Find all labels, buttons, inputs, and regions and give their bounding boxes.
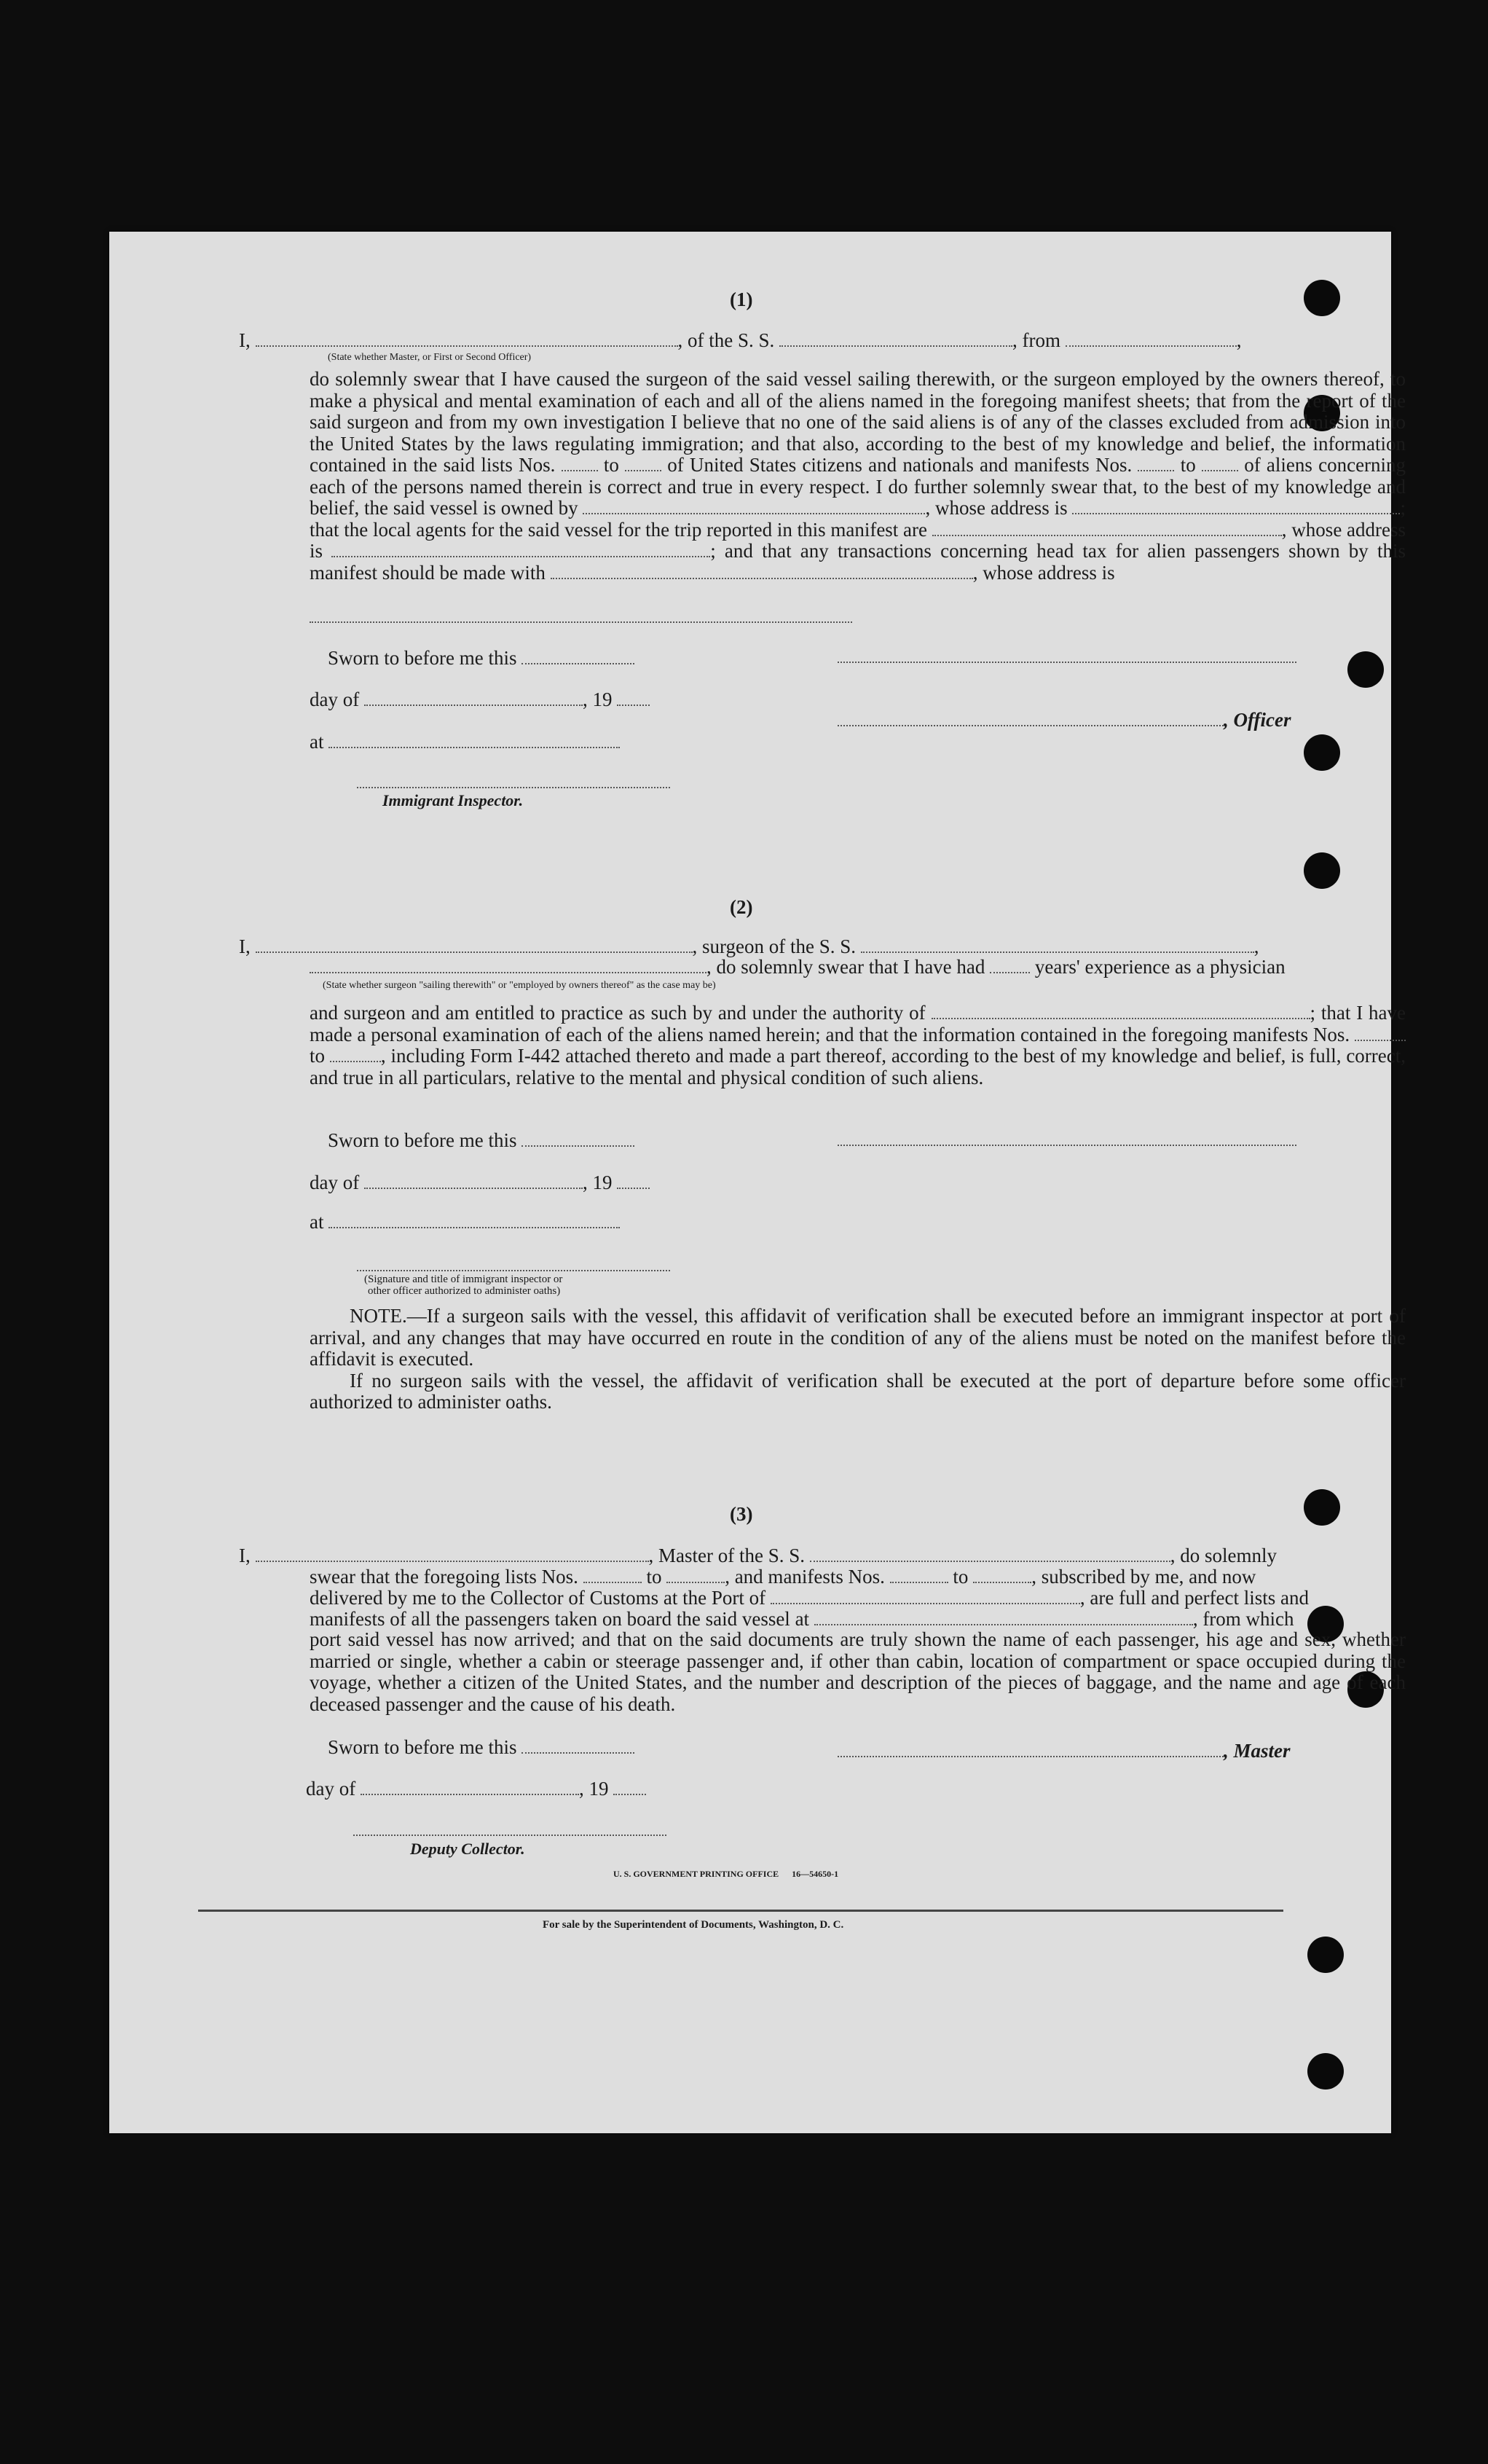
rank-hint: (State whether Master, or First or Second Officer)	[328, 352, 532, 363]
body-text: that the local agents for the said vessel for the trip reported in this manifest are	[310, 518, 928, 541]
punch-hole	[1304, 280, 1340, 316]
label-do-solemnly: , do solemnly	[1170, 1545, 1277, 1566]
manifest-to-field[interactable]	[973, 1581, 1031, 1583]
day-of-line	[306, 1778, 646, 1800]
surgeon-signature-field[interactable]	[838, 1145, 1296, 1146]
form-page	[109, 232, 1406, 2133]
note-paragraph-1	[310, 1306, 1406, 1370]
comma: ,	[1236, 329, 1242, 351]
master-signature-field[interactable]	[838, 1755, 1224, 1757]
label-whose-address: whose address is	[310, 518, 1406, 562]
collector-label: Deputy Collector.	[410, 1840, 525, 1858]
label-swear: swear that the foregoing lists Nos.	[310, 1566, 578, 1588]
label-manifests-all: manifests of all the passengers taken on board the said vessel at	[310, 1608, 810, 1630]
label-sworn: Sworn to before me this	[328, 1129, 517, 1151]
punch-hole	[1304, 852, 1340, 889]
officer-signature-field[interactable]	[357, 1270, 670, 1271]
section-3-line-1	[239, 1545, 1277, 1566]
body-text: that I have made a personal examination of each of the aliens named herein; and that the information contained in the foregoing manifests Nos.	[310, 1002, 1406, 1045]
from-port-field[interactable]	[1066, 345, 1237, 347]
vessel-name-field[interactable]	[779, 345, 1012, 347]
master-vessel-field[interactable]	[810, 1560, 1170, 1562]
semicolon: ;	[1310, 1002, 1316, 1024]
body-text: and surgeon and am entitled to practice as such by and under the authority of	[310, 1002, 926, 1024]
manifest-from-field[interactable]	[890, 1581, 948, 1583]
label-year: , 19	[582, 1172, 613, 1193]
agents-address-field[interactable]	[331, 555, 710, 557]
label-year: , 19	[582, 688, 613, 710]
officer-label: , Officer	[1224, 709, 1291, 731]
section-3-line-2	[310, 1566, 1256, 1588]
signature-hint-1: (Signature and title of immigrant inspector or	[364, 1274, 563, 1285]
section-2-line-1	[239, 935, 1259, 957]
note-text: —If a surgeon sails with the vessel, this affidavit of verification shall be executed before an immigrant inspector at port of arrival, and any changes that may have occurred en route in the condition of any of the aliens must be noted on the manifest before the affidavit is executed.	[310, 1305, 1406, 1370]
section-3-line-3	[310, 1587, 1309, 1609]
label-from-which: , from which	[1192, 1608, 1294, 1630]
collector-signature-field[interactable]	[353, 1835, 666, 1836]
inspector-label: Immigrant Inspector.	[382, 791, 524, 809]
officer-rank-field[interactable]	[256, 345, 678, 347]
body-text: port said vessel has now arrived; and that on the said documents are truly shown the name of each passenger, his age and sex, whether married or single, whether a cabin or steerage passenger and, if other than cabin, location of compartment or space occupied during the voyage, whether a citizen of the United States, and the number and description of the pieces of baggage, and the name and age of each deceased passenger and the cause of his death.	[310, 1628, 1406, 1715]
body-text: ; and that any transactions concerning head tax for alien passengers shown by this manifest should be made with	[310, 540, 1406, 584]
section-1-number: (1)	[730, 289, 753, 310]
surgeon-status-field[interactable]	[310, 971, 706, 973]
label-surgeon-of: , surgeon of the S. S.	[692, 935, 857, 957]
label-master-of: , Master of the S. S.	[648, 1545, 805, 1566]
agents-field[interactable]	[932, 534, 1282, 536]
semicolon: ;	[1400, 497, 1406, 519]
surgeon-name-field[interactable]	[256, 951, 693, 953]
at-line	[310, 1211, 620, 1233]
label-to: to	[603, 454, 619, 476]
label-manifests: , and manifests Nos.	[725, 1566, 885, 1588]
label-to: to	[1180, 454, 1196, 476]
punch-hole	[1304, 734, 1340, 771]
head-tax-field[interactable]	[551, 577, 973, 579]
section-1-line-1	[239, 329, 1242, 351]
label-to: to	[646, 1566, 662, 1588]
label-delivered: delivered by me to the Collector of Customs at the Port of	[310, 1587, 766, 1609]
label-whose-address: , whose address is	[972, 561, 1115, 584]
label-i: I,	[239, 1545, 251, 1566]
year-field[interactable]	[613, 1793, 646, 1795]
label-i: I,	[239, 329, 251, 351]
section-1-paragraph	[310, 369, 1406, 584]
section-2-body	[310, 1003, 1406, 1088]
section-3-body	[310, 1629, 1406, 1715]
comma: ,	[1281, 518, 1287, 541]
year-field[interactable]	[617, 1187, 650, 1189]
inspector-signature-field[interactable]	[357, 787, 670, 788]
head-tax-address-field[interactable]	[310, 621, 852, 623]
surgeon-status-hint: (State whether surgeon "sailing therewith" or "employed by owners thereof" as the case may be)	[323, 980, 716, 991]
at-line	[310, 731, 620, 753]
list-to-field[interactable]	[625, 469, 661, 471]
master-signature-line	[838, 1740, 1291, 1762]
footer-rule	[198, 1910, 1283, 1912]
label-to: to	[953, 1566, 969, 1588]
month-field[interactable]	[364, 1187, 583, 1189]
list-to-field[interactable]	[666, 1581, 725, 1583]
month-field[interactable]	[361, 1793, 579, 1795]
label-at: at	[310, 1211, 324, 1233]
list-from-field[interactable]	[583, 1581, 642, 1583]
month-field[interactable]	[364, 704, 583, 706]
manifest-from-field[interactable]	[1355, 1039, 1406, 1041]
authority-field[interactable]	[932, 1017, 1310, 1019]
manifest-from-field[interactable]	[1138, 469, 1174, 471]
master-label: , Master	[1224, 1740, 1291, 1762]
label-sworn: Sworn to before me this	[328, 1736, 517, 1758]
signature-hint-2: other officer authorized to administer oaths)	[368, 1285, 561, 1297]
label-day-of: day of	[306, 1778, 356, 1800]
section-1-body	[310, 369, 1406, 584]
label-day-of: day of	[310, 1172, 360, 1193]
punch-hole	[1347, 651, 1384, 688]
punch-hole	[1307, 1937, 1344, 1973]
port-field[interactable]	[771, 1602, 1080, 1604]
sworn-day-field[interactable]	[521, 662, 634, 664]
label-of-ss: , of the S. S.	[677, 329, 775, 351]
officer-line	[838, 709, 1291, 731]
sworn-day-field[interactable]	[521, 1145, 634, 1147]
sworn-line	[328, 1129, 634, 1151]
section-2-paragraph	[310, 1003, 1406, 1088]
label-swear: , do solemnly swear that I have had	[706, 956, 985, 978]
comma: ,	[1253, 935, 1259, 957]
sworn-line	[328, 1736, 634, 1758]
departure-port-field[interactable]	[814, 1623, 1193, 1625]
list-from-field[interactable]	[562, 469, 598, 471]
body-text: , including Form I-442 attached thereto and made a part thereof, according to the best of my knowledge and belief, is full, correct, and true in all particulars, relative to the mental and physical condition of such aliens.	[310, 1045, 1406, 1088]
place-field[interactable]	[328, 1226, 620, 1228]
punch-hole	[1304, 1489, 1340, 1526]
punch-hole	[1307, 2053, 1344, 2090]
note-text: If no surgeon sails with the vessel, the affidavit of verification shall be executed at the port of departure before some officer authorized to administer oaths.	[310, 1369, 1406, 1413]
day-of-line	[310, 1172, 650, 1193]
label-from: , from	[1012, 329, 1060, 351]
label-full: , are full and perfect lists and	[1079, 1587, 1310, 1609]
label-at: at	[310, 731, 324, 753]
section-2-number: (2)	[730, 896, 753, 918]
manifest-to-field[interactable]	[330, 1060, 381, 1062]
officer-signature-field[interactable]	[838, 662, 1296, 663]
officer-name-field[interactable]	[838, 724, 1224, 726]
label-year: , 19	[578, 1778, 609, 1800]
section-3-paragraph	[310, 1629, 1406, 1715]
label-i: I,	[239, 935, 251, 957]
sale-notice: For sale by the Superintendent of Documents, Washington, D. C.	[543, 1919, 844, 1931]
sworn-line	[328, 647, 634, 669]
day-of-line	[310, 688, 650, 710]
sworn-day-field[interactable]	[521, 1751, 634, 1754]
owner-field[interactable]	[583, 512, 925, 514]
label-subscribed: , subscribed by me, and now	[1031, 1566, 1256, 1588]
section-2-line-2	[310, 956, 1286, 978]
label-day-of: day of	[310, 688, 360, 710]
label-to: to	[310, 1045, 326, 1067]
body-text: do solemnly swear that I have caused the surgeon of the said vessel sailing therewith, or the surgeon employed by the owners thereof, to make a physical and mental examination of each and all of the aliens named in the foregoing manifest sheets; that from the report of the said surgeon and from my own investigation I believe that no one of the said aliens is of any of the classes excluded from admission into the United States by the laws regulating immigration; and that also, according to the best of my knowledge and belief, the information contained in the said lists Nos.	[310, 368, 1406, 476]
note-block	[310, 1306, 1406, 1413]
note-label: NOTE.	[350, 1305, 407, 1327]
section-3-number: (3)	[730, 1503, 753, 1525]
label-sworn: Sworn to before me this	[328, 647, 517, 669]
master-name-field[interactable]	[256, 1560, 649, 1562]
label-years: years' experience as a physician	[1034, 956, 1286, 978]
body-text: of aliens concerning each of the persons named therein is correct and true in every respect. I do further solemnly swear that, to the best of my knowledge and belief, the said vessel is owned by	[310, 454, 1406, 519]
manifest-to-field[interactable]	[1202, 469, 1238, 471]
year-field[interactable]	[617, 704, 650, 706]
owner-address-field[interactable]	[1072, 512, 1400, 514]
years-field[interactable]	[990, 971, 1030, 973]
place-field[interactable]	[328, 746, 620, 748]
printing-office-line: U. S. GOVERNMENT PRINTING OFFICE 16—54650-1	[613, 1869, 839, 1879]
note-paragraph-2	[310, 1370, 1406, 1413]
label-whose-address: , whose address is	[925, 497, 1068, 519]
section-3-line-4	[310, 1608, 1294, 1630]
body-text: of United States citizens and nationals and manifests Nos.	[667, 454, 1133, 476]
surgeon-vessel-field[interactable]	[861, 951, 1254, 953]
